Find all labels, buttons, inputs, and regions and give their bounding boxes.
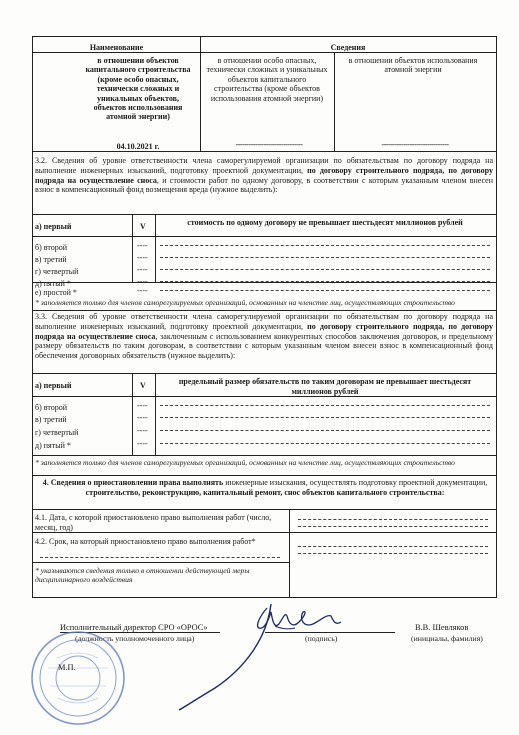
s33-level-5-dash: [160, 443, 490, 444]
row-date: 04.10.2021 г.: [116, 142, 160, 151]
s4-suspension-date-dash-2: [298, 526, 488, 527]
s33-level-4-label: г) четвертый: [35, 428, 79, 437]
col-divider-1: [200, 36, 201, 152]
s32-level-5-dash: [160, 281, 490, 282]
s32-intro: 3.2. Сведения об уровне ответственности члена саморегулируемой организации по обязательствам по договору подряда на выполнение инженерных изысканий, подготовку проектной документации, по договору строительного подряда, по договору подряда на осуществление сноса, и стоимости работ по одному договору, в соответствии с которым указанным членом внесен взнос в компенсационный фонд возмещения вреда (нужное выделить):: [35, 156, 493, 195]
table-left-border: [32, 36, 33, 152]
s33-level-2-mark: ----: [137, 401, 148, 410]
s33-right-border: [496, 302, 497, 475]
col-header-name: Наименование: [89, 43, 144, 52]
s4-grid-top: [32, 509, 497, 510]
s32-level-3-mark: ----: [137, 253, 148, 262]
s32-header-cost: стоимость по одному договору не превышает шестьдесят миллионов рублей: [187, 218, 463, 227]
s4-title: 4. Сведения о приостановлении права выполнять инженерные изыскания, осуществлять подготовку проектной документации, строительство, реконструкцию, капитальный ремонт, снос объектов капитального строительства:: [42, 478, 488, 497]
s33-level-1-label: а) первый: [35, 381, 72, 390]
s32-level-1-label: а) первый: [35, 222, 72, 231]
signer-name: В.В. Шевляков: [415, 623, 469, 632]
s4-row2-bottom: [32, 562, 290, 563]
s33-level-5-mark: ----: [137, 439, 148, 448]
s4-term-under-dash: [40, 557, 280, 558]
row-atomic-objects: в отношении объектов использования атомной энергии: [348, 56, 478, 75]
s33-left-border: [32, 302, 33, 475]
s4-footnote: * указываются сведения только в отношении действующей меры дисциплинарного воздействия: [35, 566, 250, 585]
row-hazardous-objects: в отношении особо опасных, технически сложных и уникальных объектов капитального строительства (кроме объектов использования атомной энергии): [206, 56, 328, 103]
col-header-info: Сведения: [330, 43, 366, 52]
position-caption: (должность уполномоченного лица): [75, 634, 195, 643]
s33-level-4-dash: [160, 430, 490, 431]
s33-level-3-dash: [160, 417, 490, 418]
s32-level-4-mark: ----: [137, 265, 148, 274]
s4-right-border: [496, 475, 497, 597]
s4-suspension-date-label: 4.1. Дата, с которой приостановлено право выполнения работ (число, месяц, год): [35, 513, 272, 532]
col-divider-2: [334, 52, 335, 152]
s33-header-limit: предельный размер обязательств по таким договорам не превышает шестьдесят миллионов рублей: [178, 377, 472, 396]
signature-caption: (подпись): [305, 634, 338, 643]
s32-level-5-label: д) пятый *: [35, 279, 71, 288]
s32-level-6-mark: ----: [137, 286, 148, 295]
s32-level-2-label: б) второй: [35, 243, 67, 252]
s4-col-divider: [289, 509, 290, 597]
s33-col-b: [155, 373, 156, 455]
s33-footnote: * заполняется только для членов саморегулируемых организаций, основанных на членстве лиц, осуществляющих строительство: [35, 458, 455, 467]
s33-intro: 3.3. Сведения об уровне ответственности члена саморегулируемой организации по обязательствам по договору подряда на выполнение инженерных изысканий, подготовку проектной документации, по договору строительного подряда, по договору подряда на осуществление сноса, заключенным с использованием конкурентных способов заключения договоров, и предельному размеру обязательств по таким договорам, в соответствии с которым указанным членом внесен взнос в компенсационный фонд обеспечения договорных обязательств (нужное выделить):: [35, 312, 493, 361]
s33-level-2-dash: [160, 405, 490, 406]
s32-level-2-dash: [160, 245, 490, 246]
s4-left-border: [32, 475, 33, 597]
s33-level-3-mark: ----: [137, 413, 148, 422]
s33-level-5-label: д) пятый *: [35, 441, 71, 450]
s33-level-1-mark: V: [140, 381, 146, 390]
s32-level-3-label: в) третий: [35, 255, 67, 264]
s32-level-4-dash: [160, 269, 490, 270]
s32-level-5-mark: ----: [137, 277, 148, 286]
s32-header-bottom: [32, 236, 497, 237]
name-caption: (инициалы, фамилия): [411, 634, 483, 643]
table-right-border: [496, 36, 497, 152]
row-capital-construction: в отношении объектов капитального строительства (кроме особо опасных, технически сложных и уникальных объектов, объектов использования атомной энергии): [85, 56, 191, 122]
seal-mark: М.П.: [58, 663, 76, 672]
atomic-value: -------------------------------: [381, 140, 449, 149]
s4-suspension-term-label: 4.2. Срок, на который приостановлено право выполнения работ*: [35, 537, 256, 546]
s33-level-4-mark: ----: [137, 426, 148, 435]
s32-col-b: [155, 214, 156, 282]
s4-suspension-term-dash-2: [298, 553, 488, 554]
s4-suspension-date-dash: [298, 519, 488, 520]
s32-level-2-mark: ----: [137, 241, 148, 250]
s33-top-rule: [32, 310, 497, 311]
s32-grid-top: [32, 214, 497, 215]
s32-level-1-mark: V: [140, 222, 146, 231]
signer-position: Исполнительный директор СРО «ОРОС»: [60, 623, 208, 632]
s32-level-6-label: е) простой *: [35, 288, 77, 297]
s4-suspension-term-dash: [298, 546, 488, 547]
s32-level-3-dash: [160, 257, 490, 258]
s32-level-4-label: г) четвертый: [35, 267, 79, 276]
s33-grid-top: [32, 373, 497, 374]
handwritten-signature: [175, 598, 375, 718]
organization-seal: [28, 628, 128, 728]
s33-grid-bottom: [32, 455, 497, 456]
s32-left-border: [32, 152, 33, 302]
s32-right-border: [496, 152, 497, 302]
hazardous-value: -------------------------------: [235, 140, 303, 149]
s32-footnote: * заполняется только для членов саморегулируемых организаций, основанных на членстве лиц, осуществляющих строительство: [35, 298, 455, 307]
s33-col-a: [132, 373, 133, 455]
s4-top-rule: [32, 475, 497, 476]
s32-level-6-dash: [160, 290, 490, 291]
s33-level-2-label: б) второй: [35, 403, 67, 412]
top-rule: [32, 36, 497, 37]
s33-level-3-label: в) третий: [35, 415, 67, 424]
s32-grid-bottom: [32, 282, 497, 283]
